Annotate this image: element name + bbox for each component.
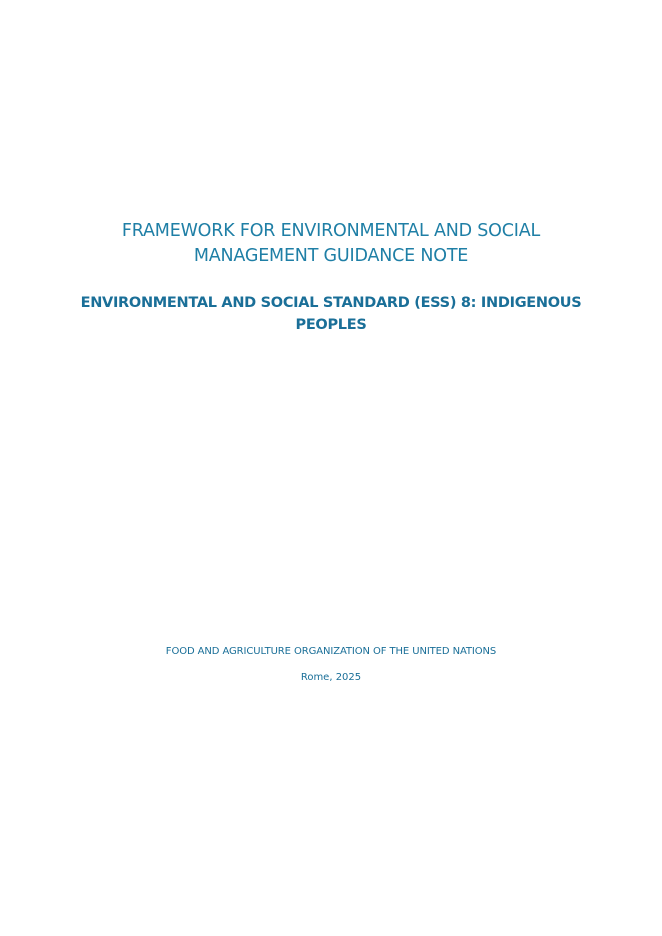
document-title-line: MANAGEMENT GUIDANCE NOTE xyxy=(193,246,469,266)
document-title-line: FRAMEWORK FOR ENVIRONMENTAL AND SOCIAL xyxy=(121,221,541,241)
document-subtitle-line: PEOPLES xyxy=(295,317,367,333)
document-title xyxy=(60,219,602,269)
document-subtitle-line: ENVIRONMENTAL AND SOCIAL STANDARD (ESS) 8: INDIGENOUS xyxy=(80,295,582,311)
document-subtitle xyxy=(60,292,602,336)
organization-name: FOOD AND AGRICULTURE ORGANIZATION OF THE UNITED NATIONS xyxy=(165,646,497,657)
publication-place-date: Rome, 2025 xyxy=(300,672,362,683)
